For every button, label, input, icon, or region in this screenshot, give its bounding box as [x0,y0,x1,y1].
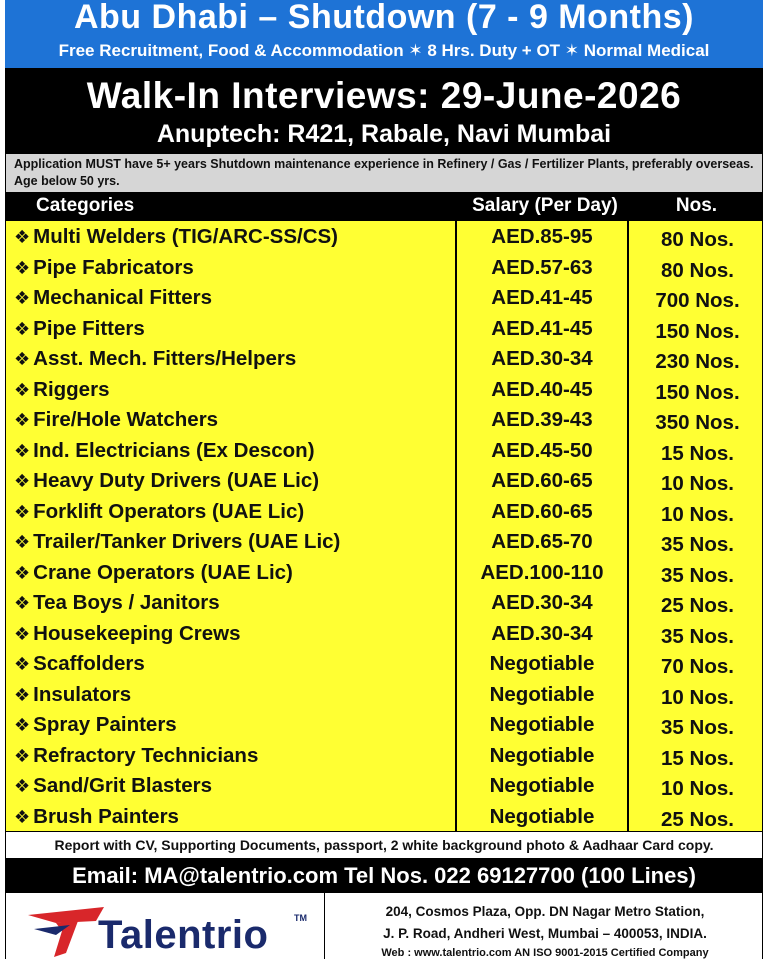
table-row [6,374,762,405]
position-category [14,346,296,372]
position-salary: AED.100-110 [480,560,604,584]
category-label: Trailer/Tanker Drivers (UAE Lic) [33,530,341,553]
bullet-icon: ❖ [14,532,31,552]
bullet-icon: ❖ [14,715,31,735]
position-count: 25 Nos. [661,807,734,831]
talentrio-logo-icon [26,901,106,959]
bullet-icon: ❖ [14,776,31,796]
table-row [6,648,762,679]
position-salary: AED.60-65 [491,469,593,492]
position-category [14,682,131,708]
position-category [14,560,293,586]
category-label: Asst. Mech. Fitters/Helpers [33,347,297,370]
company-address [328,901,762,959]
position-category [14,651,145,677]
category-label: Housekeeping Crews [33,621,241,645]
position-category [14,224,338,250]
category-label: Mechanical Fitters [33,286,213,309]
header-banner [5,0,763,68]
category-label: Ind. Electricians (Ex Descon) [33,438,315,462]
table-row [6,343,762,374]
position-category [14,590,220,616]
bullet-icon: ❖ [14,440,31,461]
bullet-icon: ❖ [14,227,31,247]
table-header [5,192,763,220]
bullet-icon: ❖ [14,379,31,400]
position-category [14,743,258,769]
category-label: Sand/Grit Blasters [33,774,213,797]
position-salary: AED.30-34 [491,347,593,370]
walkin-venue: Anuptech: R421, Rabale, Navi Mumbai [156,120,612,148]
position-salary: AED.40-45 [491,377,593,401]
position-category [14,407,218,433]
category-label: Crane Operators (UAE Lic) [33,560,293,584]
position-category [14,438,315,464]
position-salary: AED.41-45 [491,316,593,340]
table-row [6,709,762,740]
position-salary: AED.41-45 [491,286,593,309]
category-label: Spray Painters [33,713,177,736]
category-label: Fire/Hole Watchers [33,408,219,431]
position-category [14,804,179,830]
position-count: 35 Nos. [661,533,734,556]
position-count: 70 Nos. [661,655,734,678]
position-count: 15 Nos. [661,441,734,465]
bullet-icon: ❖ [14,593,31,613]
position-count: 10 Nos. [661,502,734,526]
position-count: 80 Nos. [661,258,734,282]
position-category [14,285,212,311]
position-salary: Negotiable [489,682,595,706]
position-category [14,529,340,555]
logo-trademark: TM [294,913,307,923]
table-row [6,526,762,557]
position-salary: Negotiable [489,804,595,828]
talentrio-logo [26,901,316,959]
position-category [14,712,177,738]
category-label: Heavy Duty Drivers (UAE Lic) [33,469,320,492]
position-salary: AED.39-43 [491,408,593,431]
position-count: 350 Nos. [655,411,740,434]
category-label: Pipe Fitters [33,316,145,340]
table-row [6,435,762,466]
eligibility-note: Application MUST have 5+ years Shutdown maintenance experience in Refinery / Gas / Fertilizer Plants, preferably overseas. Age below 50 yrs. [5,154,763,192]
position-count: 150 Nos. [655,380,740,404]
position-count: 35 Nos. [661,716,734,739]
bullet-icon: ❖ [14,806,31,827]
table-row [6,679,762,710]
position-count: 10 Nos. [661,472,734,495]
position-count: 10 Nos. [661,685,734,709]
address-line-1: 204, Cosmos Plaza, Opp. DN Nagar Metro Station, [385,904,705,919]
footer-divider [324,893,325,959]
position-category [14,468,319,494]
category-label: Brush Painters [33,804,179,828]
category-label: Insulators [33,682,132,706]
table-row [6,496,762,527]
bullet-icon: ❖ [14,288,31,308]
position-count: 700 Nos. [655,289,740,312]
address-line-3: Web : www.talentrio.com AN ISO 9001-2015 Certified Company [381,947,709,959]
category-label: Pipe Fabricators [33,255,194,279]
position-category [14,773,212,799]
bullet-icon: ❖ [14,257,31,278]
ad-title: Abu Dhabi – Shutdown (7 - 9 Months) [73,0,694,36]
position-count: 80 Nos. [661,228,734,251]
position-count: 35 Nos. [661,563,734,587]
logo-wordmark: Talentrio [98,913,269,957]
header-categories: Categories [36,195,135,216]
bullet-icon: ❖ [14,623,31,644]
bullet-icon: ❖ [14,349,31,369]
position-count: 150 Nos. [655,319,740,343]
table-row [6,465,762,496]
table-row [6,221,762,252]
position-category [14,316,145,342]
table-row [6,801,762,832]
category-label: Multi Welders (TIG/ARC-SS/CS) [33,225,338,248]
header-salary: Salary (Per Day) [472,195,618,216]
bullet-icon: ❖ [14,562,31,583]
position-salary: AED.45-50 [491,438,593,462]
position-count: 10 Nos. [661,777,734,800]
position-category [14,255,194,281]
ad-subtitle: Free Recruitment, Food & Accommodation ✶ 8 Hrs. Duty + OT ✶ Normal Medical [58,41,710,60]
position-count: 230 Nos. [655,350,740,373]
table-row [6,282,762,313]
position-salary: AED.57-63 [491,255,593,279]
bullet-icon: ❖ [14,684,31,705]
contact-strip: Email: MA@talentrio.com Tel Nos. 022 69127700 (100 Lines) [5,858,763,893]
report-instructions: Report with CV, Supporting Documents, passport, 2 white background photo & Aadhaar Card copy. [5,832,763,858]
bullet-icon: ❖ [14,501,31,522]
walkin-block [5,68,763,154]
position-salary: Negotiable [489,713,595,736]
position-salary: AED.85-95 [491,225,593,248]
table-row [6,557,762,588]
bullet-icon: ❖ [14,471,31,491]
position-category [14,621,240,647]
table-row [6,740,762,771]
bullet-icon: ❖ [14,654,31,674]
category-label: Tea Boys / Janitors [33,591,220,614]
category-label: Scaffolders [33,652,145,675]
position-salary: AED.60-65 [491,499,593,523]
footer [5,893,763,959]
position-salary: Negotiable [489,743,595,767]
walkin-headline: Walk-In Interviews: 29-June-2026 [86,75,682,116]
table-row [6,252,762,283]
bullet-icon: ❖ [14,410,31,430]
table-row [6,618,762,649]
position-count: 25 Nos. [661,594,734,617]
position-category [14,377,109,403]
positions-table [5,220,763,832]
bullet-icon: ❖ [14,745,31,766]
position-salary: AED.30-34 [491,621,593,645]
bullet-icon: ❖ [14,318,31,339]
table-row [6,404,762,435]
position-salary: AED.65-70 [491,530,593,553]
position-count: 35 Nos. [661,624,734,648]
position-salary: Negotiable [489,652,595,675]
category-label: Forklift Operators (UAE Lic) [33,499,305,523]
position-salary: AED.30-34 [491,591,593,614]
category-label: Riggers [33,377,110,401]
position-category [14,499,304,525]
position-count: 15 Nos. [661,746,734,770]
table-row [6,770,762,801]
address-line-2: J. P. Road, Andheri West, Mumbai – 400053, INDIA. [383,926,707,941]
category-label: Refractory Technicians [33,743,259,767]
table-row [6,587,762,618]
header-nos: Nos. [675,195,718,216]
position-salary: Negotiable [489,774,595,797]
table-row [6,313,762,344]
